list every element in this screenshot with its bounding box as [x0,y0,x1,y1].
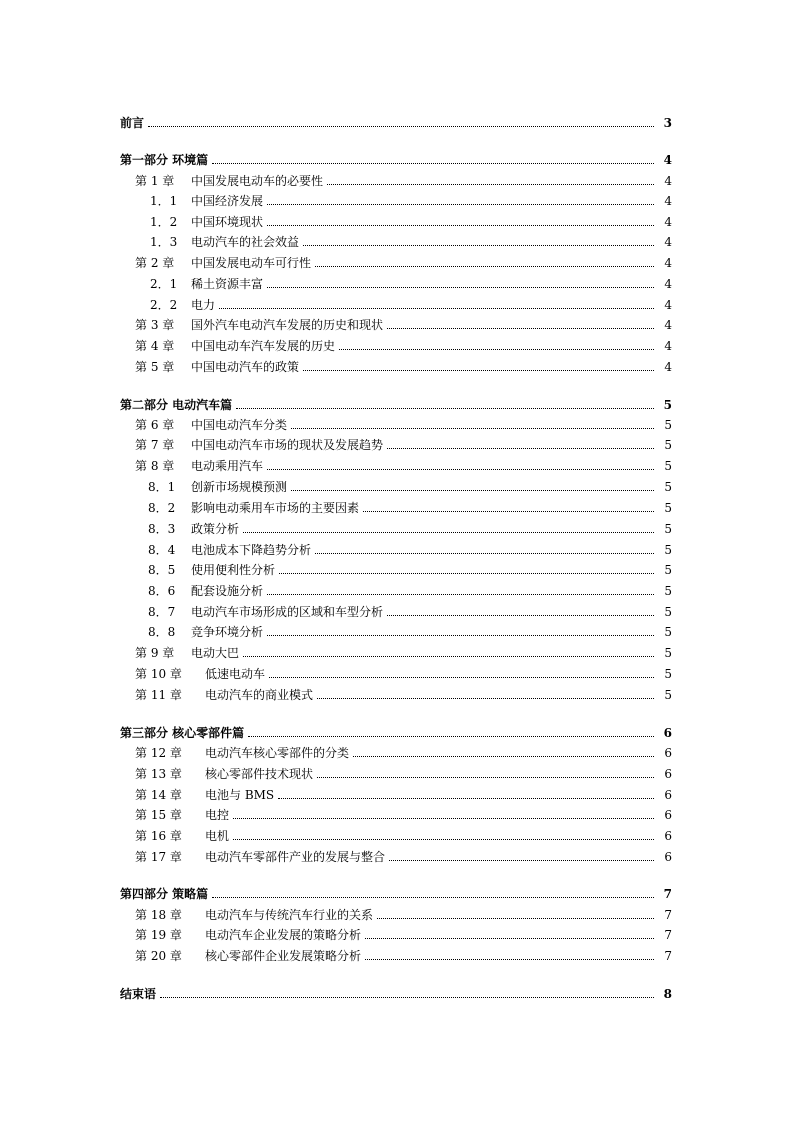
toc-section-entry[interactable] [0,498,794,518]
toc-entry-title: 创新市场规模预测 [191,480,288,494]
toc-section-entry[interactable] [0,232,794,252]
toc-entry-number: 8．7 [148,605,176,619]
dot-leader [363,511,654,512]
dot-leader [267,225,654,226]
toc-entry-title: 中国电动汽车的政策 [191,360,300,374]
toc-page-number: 6 [664,829,672,843]
toc-chapter-entry[interactable] [0,357,794,377]
toc-part-entry[interactable] [0,723,794,743]
toc-entry-title: 低速电动车 [205,667,266,681]
toc-entry-title: 政策分析 [191,522,240,536]
toc-page-number: 6 [664,850,672,864]
toc-part-entry[interactable] [0,395,794,415]
toc-part-label: 第四部分 策略篇 [120,887,209,901]
toc-entry-number: 第 13 章 [135,767,182,781]
toc-entry-number: 第 14 章 [135,788,182,802]
toc-entry-title: 电力 [191,298,216,312]
toc-entry-number: 第 3 章 [135,318,175,332]
toc-entry-title: 电动乘用汽车 [191,459,264,473]
toc-entry-title: 中国电动汽车市场的现状及发展趋势 [191,438,384,452]
dot-leader [315,553,654,554]
toc-chapter-entry[interactable] [0,664,794,684]
toc-entry-number: 8．3 [148,522,176,536]
toc-page-number: 7 [663,887,672,901]
dot-leader [160,997,654,998]
toc-part-entry[interactable] [0,984,794,1004]
toc-entry-number: 8．2 [148,501,176,515]
toc-page-number: 4 [664,298,672,312]
toc-chapter-entry[interactable] [0,456,794,476]
toc-page-number: 3 [663,116,672,130]
dot-leader [291,428,654,429]
dot-leader [267,635,654,636]
toc-part-label: 第三部分 核心零部件篇 [120,726,245,740]
toc-page-number: 4 [664,215,672,229]
dot-leader [303,370,654,371]
toc-part-label: 结束语 [120,987,157,1001]
toc-section-entry[interactable] [0,295,794,315]
toc-chapter-entry[interactable] [0,336,794,356]
toc-page-number: 6 [664,788,672,802]
toc-entry-number: 8．5 [148,563,176,577]
toc-entry-title: 竞争环境分析 [191,625,264,639]
toc-chapter-entry[interactable] [0,847,794,867]
toc-page-number: 5 [664,563,672,577]
toc-page-number: 5 [664,584,672,598]
toc-page-number: 4 [664,360,672,374]
toc-chapter-entry[interactable] [0,253,794,273]
toc-page-number: 5 [664,688,672,702]
dot-leader [387,328,654,329]
toc-entry-number: 第 16 章 [135,829,182,843]
toc-page-number: 7 [664,908,672,922]
dot-leader [339,349,654,350]
toc-section-entry[interactable] [0,540,794,560]
dot-leader [248,736,654,737]
toc-entry-title: 电池与 BMS [205,788,275,802]
toc-entry-title: 电动汽车市场形成的区域和车型分析 [191,605,384,619]
toc-chapter-entry[interactable] [0,785,794,805]
toc-entry-number: 第 5 章 [135,360,175,374]
dot-leader [291,490,654,491]
toc-entry-title: 中国经济发展 [191,194,264,208]
toc-entry-title: 中国发展电动车可行性 [191,256,312,270]
toc-entry-number: 2．1 [150,277,178,291]
toc-entry-number: 第 1 章 [135,174,175,188]
toc-part-entry[interactable] [0,150,794,170]
dot-leader [269,677,654,678]
toc-entry-number: 第 17 章 [135,850,182,864]
dot-leader [219,308,654,309]
dot-leader [317,698,654,699]
toc-entry-number: 1．2 [150,215,178,229]
toc-entry-title: 稀土资源丰富 [191,277,264,291]
toc-entry-number: 1．3 [150,235,178,249]
toc-entry-title: 电动汽车核心零部件的分类 [205,746,350,760]
dot-leader [236,408,654,409]
toc-part-entry[interactable] [0,884,794,904]
toc-entry-title: 电池成本下降趋势分析 [191,543,312,557]
toc-section-entry[interactable] [0,602,794,622]
toc-page-number: 4 [664,194,672,208]
toc-chapter-entry[interactable] [0,905,794,925]
toc-entry-number: 第 9 章 [135,646,175,660]
dot-leader [233,818,654,819]
toc-part-label: 第一部分 环境篇 [120,153,209,167]
toc-page-number: 5 [663,398,672,412]
toc-entry-number: 第 20 章 [135,949,182,963]
toc-entry-number: 第 11 章 [135,688,182,702]
toc-page-number: 4 [664,318,672,332]
toc-entry-number: 第 8 章 [135,459,175,473]
toc-entry-title: 影响电动乘用车市场的主要因素 [191,501,360,515]
toc-page-number: 5 [664,459,672,473]
toc-page-number: 5 [664,418,672,432]
toc-section-entry[interactable] [0,622,794,642]
toc-entry-title: 中国环境现状 [191,215,264,229]
toc-section-entry[interactable] [0,519,794,539]
toc-page-number: 5 [664,667,672,681]
toc-page-number: 4 [664,256,672,270]
toc-entry-number: 第 4 章 [135,339,175,353]
toc-entry-number: 8．4 [148,543,176,557]
toc-page-number: 7 [664,949,672,963]
dot-leader [267,204,654,205]
toc-entry-title: 电动汽车企业发展的策略分析 [205,928,362,942]
dot-leader [365,938,654,939]
toc-entry-title: 使用便利性分析 [191,563,276,577]
dot-leader [267,594,654,595]
toc-entry-title: 电动汽车与传统汽车行业的关系 [205,908,374,922]
toc-page-number: 7 [664,928,672,942]
toc-section-entry[interactable] [0,477,794,497]
toc-entry-number: 第 10 章 [135,667,182,681]
toc-entry-number: 8．1 [148,480,176,494]
toc-part-entry[interactable] [0,113,794,133]
toc-entry-title: 电动汽车的商业模式 [205,688,314,702]
toc-page-number: 4 [664,277,672,291]
toc-chapter-entry[interactable] [0,435,794,455]
toc-entry-number: 第 19 章 [135,928,182,942]
dot-leader [387,615,654,616]
toc-entry-title: 电机 [205,829,230,843]
dot-leader [233,839,654,840]
toc-chapter-entry[interactable] [0,315,794,335]
toc-entry-number: 1．1 [150,194,178,208]
toc-entry-title: 中国发展电动车的必要性 [191,174,324,188]
toc-chapter-entry[interactable] [0,685,794,705]
toc-section-entry[interactable] [0,274,794,294]
dot-leader [387,448,654,449]
toc-entry-title: 中国电动汽车分类 [191,418,288,432]
toc-page-number: 6 [664,746,672,760]
dot-leader [327,184,654,185]
toc-entry-title: 国外汽车电动汽车发展的历史和现状 [191,318,384,332]
toc-page-number: 8 [663,987,672,1001]
toc-section-entry[interactable] [0,581,794,601]
toc-entry-number: 第 2 章 [135,256,175,270]
dot-leader [317,777,654,778]
dot-leader [243,656,654,657]
toc-entry-title: 配套设施分析 [191,584,264,598]
toc-chapter-entry[interactable] [0,743,794,763]
dot-leader [243,532,654,533]
toc-entry-number: 第 7 章 [135,438,175,452]
toc-part-label: 第二部分 电动汽车篇 [120,398,233,412]
toc-chapter-entry[interactable] [0,764,794,784]
toc-page-number: 4 [663,153,672,167]
toc-page-number: 5 [664,438,672,452]
dot-leader [267,469,654,470]
toc-page-number: 5 [664,625,672,639]
toc-entry-number: 第 18 章 [135,908,182,922]
toc-page-number: 4 [664,174,672,188]
toc-page-number: 5 [664,543,672,557]
toc-entry-title: 电控 [205,808,230,822]
toc-entry-number: 8．6 [148,584,176,598]
toc-page-number: 5 [664,646,672,660]
toc-chapter-entry[interactable] [0,805,794,825]
dot-leader [303,245,654,246]
toc-entry-title: 电动大巴 [191,646,240,660]
toc-chapter-entry[interactable] [0,171,794,191]
toc-entry-number: 2．2 [150,298,178,312]
toc-page-number: 5 [664,501,672,515]
toc-chapter-entry[interactable] [0,415,794,435]
toc-page-number: 6 [663,726,672,740]
toc-chapter-entry[interactable] [0,946,794,966]
toc-page-number: 6 [664,808,672,822]
dot-leader [279,573,654,574]
toc-entry-title: 电动汽车的社会效益 [191,235,300,249]
toc-section-entry[interactable] [0,212,794,232]
toc-entry-title: 电动汽车零部件产业的发展与整合 [205,850,386,864]
dot-leader [389,860,654,861]
toc-section-entry[interactable] [0,191,794,211]
toc-part-label: 前言 [120,116,145,130]
toc-chapter-entry[interactable] [0,826,794,846]
dot-leader [212,897,654,898]
toc-entry-title: 核心零部件企业发展策略分析 [205,949,362,963]
toc-page-number: 4 [664,235,672,249]
dot-leader [315,266,654,267]
toc-entry-number: 第 15 章 [135,808,182,822]
dot-leader [377,918,654,919]
dot-leader [365,959,654,960]
toc-entry-title: 中国电动车汽车发展的历史 [191,339,336,353]
toc-entry-number: 第 12 章 [135,746,182,760]
toc-page-number: 5 [664,522,672,536]
toc-chapter-entry[interactable] [0,643,794,663]
toc-page-number: 6 [664,767,672,781]
toc-chapter-entry[interactable] [0,925,794,945]
dot-leader [278,798,654,799]
toc-page-number: 4 [664,339,672,353]
toc-section-entry[interactable] [0,560,794,580]
dot-leader [212,163,654,164]
toc-entry-title: 核心零部件技术现状 [205,767,314,781]
toc-entry-number: 第 6 章 [135,418,175,432]
toc-page-number: 5 [664,605,672,619]
dot-leader [267,287,654,288]
toc-entry-number: 8．8 [148,625,176,639]
dot-leader [353,756,654,757]
dot-leader [148,126,654,127]
toc-page-number: 5 [664,480,672,494]
